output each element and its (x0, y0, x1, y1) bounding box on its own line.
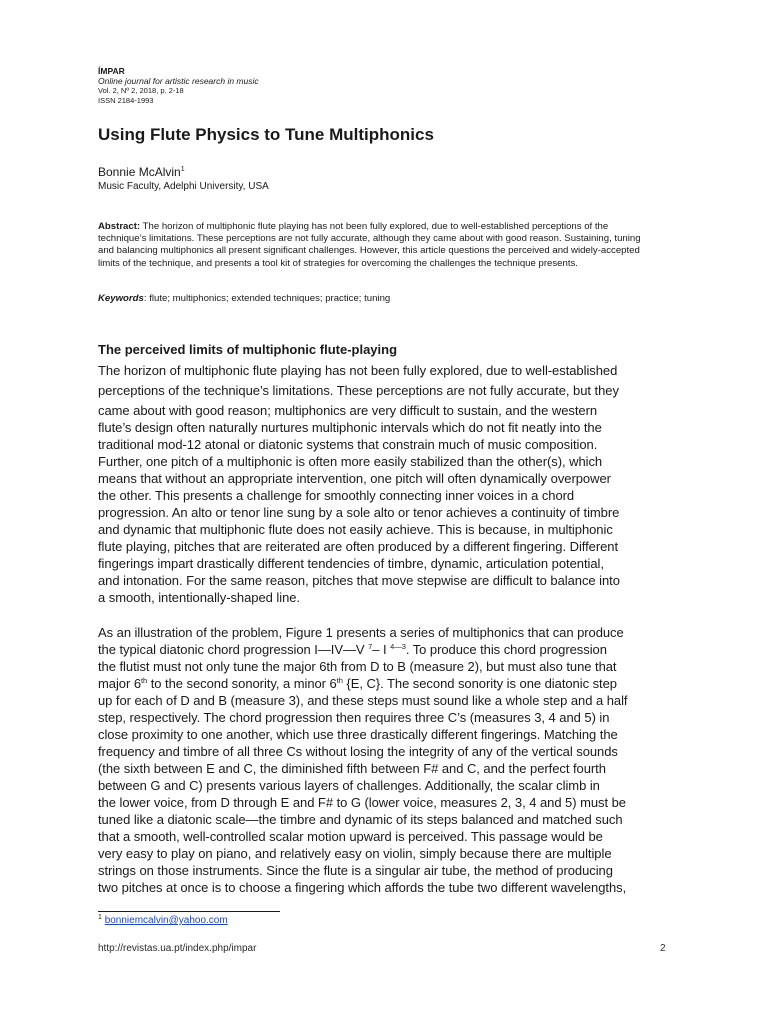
journal-header (98, 66, 658, 105)
body-line: very easy to play on piano, and relatively easy on violin, simply because there are multiple (98, 846, 612, 861)
body-line: that a smooth, well-controlled scalar motion upward is perceived. This passage would be (98, 829, 603, 844)
body-line: The horizon of multiphonic flute playing has not been fully explored, due to well-established (98, 363, 618, 378)
body-line: means that without an appropriate intervention, one pitch will often dynamically overpower (98, 471, 611, 486)
author-name-text: Bonnie McAlvin (98, 165, 181, 179)
body-line: close proximity to one another, which use three drastically different fingerings. Matching the (98, 727, 618, 742)
body-line: frequency and timbre of all three Cs without losing the integrity of any of the vertical sounds (98, 744, 618, 759)
keywords (98, 293, 390, 304)
section-heading: The perceived limits of multiphonic flute-playing (98, 342, 398, 357)
body-line: the flutist must not only tune the major 6th from D to B (measure 2), but must also tune that (98, 659, 617, 674)
body-text: – I (372, 642, 391, 657)
footnote-divider (98, 911, 280, 912)
body-text: {E, C}. The second sonority is one diatonic step (342, 676, 617, 691)
body-line: a smooth, intentionally-shaped line. (98, 590, 300, 605)
body-line: (the sixth between E and C, the diminished fifth between F# and C, and the perfect fourth (98, 761, 606, 776)
footnote-number: 1 (98, 914, 102, 921)
body-line: the lower voice, from D through E and F# to G (lower voice, measures 2, 3, 4 and 5) must be (98, 795, 626, 810)
body-line: the other. This presents a challenge for smoothly connecting inner voices in a chord (98, 488, 575, 503)
body-line: two pitches at once is to choose a fingering which affords the tube two different wavelengths, (98, 880, 627, 895)
body-line (98, 641, 607, 658)
article-title: Using Flute Physics to Tune Multiphonics (98, 125, 434, 144)
superscript: 7 (368, 642, 373, 651)
author-affiliation: Music Faculty, Adelphi University, USA (98, 181, 269, 192)
author-name (98, 165, 185, 179)
keywords-label: Keywords (98, 293, 144, 304)
keywords-colon: : (143, 293, 147, 304)
body-line: As an illustration of the problem, Figure 1 presents a series of multiphonics that can produce (98, 625, 624, 640)
body-line: strings on those instruments. Since the flute is a singular air tube, the method of producing (98, 863, 613, 878)
journal-subtitle: Online journal for artistic research in music (98, 76, 259, 86)
body-line: fingerings impart drastically different tendencies of timbre, dynamic, articulation potential, (98, 556, 604, 571)
body-line: up for each of D and B (measure 3), and these steps must sound like a whole step and a half (98, 693, 628, 708)
body-line: progression. An alto or tenor line sung by a sole alto or tenor achieves a continuity of timbre (98, 505, 620, 520)
body-text: major 6 (98, 676, 141, 691)
keywords-text: flute; multiphonics; extended techniques; practice; tuning (146, 293, 391, 304)
body-text: the typical diatonic chord progression I—IV—V (98, 642, 369, 657)
journal-volume: Vol. 2, Nº 2, 2018, p. 2-18 (98, 86, 184, 95)
body-line: and dynamic that multiphonic flute does not easily achieve. This is because, in multiphonic (98, 522, 613, 537)
superscript: th (336, 676, 343, 685)
superscript: 4—3 (390, 642, 406, 651)
author-email-link[interactable]: bonniemcalvin@yahoo.com (104, 915, 228, 926)
journal-issn: ISSN 2184-1993 (98, 95, 154, 105)
body-line: came about with good reason; multiphonics are very difficult to sustain, and the western (98, 403, 598, 418)
body-line: step, respectively. The chord progression then requires three C’s (measures 3, 4 and 5) in (98, 710, 610, 725)
author-footnote-marker[interactable]: 1 (180, 166, 185, 173)
body-line: flute’s design often naturally nurtures multiphonic intervals which do not fit neatly into the (98, 420, 602, 435)
body-line: traditional mod-12 atonal or diatonic systems that constrain much of music composition. (98, 437, 598, 452)
abstract-text: The horizon of multiphonic flute playing has not been fully explored, due to well-established perceptions of the technique’s limitations. These perceptions are not fully accurate, although they came about with good reason. Sustaining, tuning and balancing multiphonics all present significant challenges. However, this article questions the perceived and widely-accepted limits of the technique, and presents a tool kit of strategies for overcoming the challenges the technique presents. (98, 221, 641, 269)
body-text: to the second sonority, a minor 6 (147, 676, 337, 691)
journal-name: ÍMPAR (98, 66, 125, 76)
journal-url[interactable]: http://revistas.ua.pt/index.php/impar (98, 943, 257, 954)
abstract (98, 221, 646, 270)
body-line: perceptions of the technique’s limitations. These perceptions are not fully accurate, but they (98, 383, 619, 398)
body-line: between G and C) presents various layers of challenges. Additionally, the scalar climb in (98, 778, 600, 793)
body-line: flute playing, pitches that are reiterated are often produced by a different fingering. Different (98, 539, 619, 554)
footnote (98, 914, 228, 926)
body-line: and intonation. For the same reason, pitches that move stepwise are difficult to balance into (98, 573, 620, 588)
body-line (98, 675, 617, 692)
body-text: . To produce this chord progression (405, 642, 607, 657)
abstract-label: Abstract: (98, 221, 141, 232)
body-line: Further, one pitch of a multiphonic is often more easily stabilized than the other(s), which (98, 454, 603, 469)
superscript: th (141, 676, 148, 685)
page-number: 2 (660, 943, 666, 954)
body-line: tuned like a diatonic scale—the timbre and dynamic of its steps balanced and matched such (98, 812, 623, 827)
